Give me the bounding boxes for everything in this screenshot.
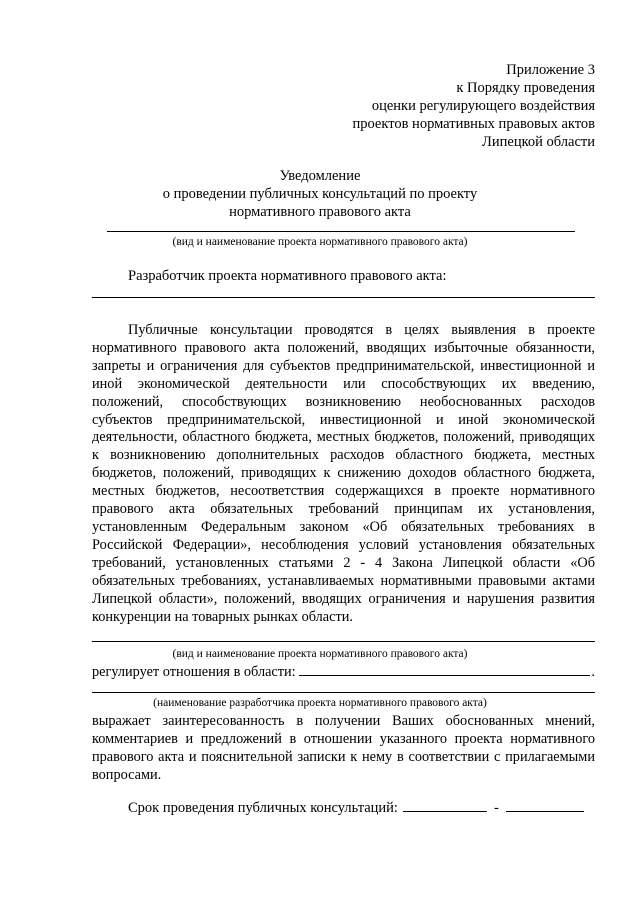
developer-name-line xyxy=(92,692,595,693)
developer-label: Разработчик проекта нормативного правового акта: xyxy=(128,268,447,284)
term-end-blank xyxy=(506,799,584,812)
notice-title xyxy=(0,167,640,221)
consultation-term-row xyxy=(128,799,595,817)
appendix-line: проектов нормативных правовых актов xyxy=(352,116,595,132)
title-line: нормативного правового акта xyxy=(229,204,411,220)
project-name-caption: (вид и наименование проекта нормативного правового акта) xyxy=(172,236,468,248)
term-separator: - xyxy=(493,800,499,816)
developer-name-caption: (наименование разработчика проекта нормативного правового акта) xyxy=(153,697,487,709)
interest-paragraph: выражает заинтересованность в получении Ваших обоснованных мнений, комментариев и предложений в отношении указанного проекта нормативного правового акта и пояснительной записки к нему в соответствии с прилагаемыми вопросами. xyxy=(92,713,595,783)
appendix-line: Липецкой области xyxy=(482,134,595,150)
project-name-line xyxy=(107,231,575,232)
developer-line xyxy=(92,297,595,298)
regulates-label: регулирует отношения в области: xyxy=(92,664,296,680)
term-start-blank xyxy=(403,799,487,812)
regulates-blank xyxy=(299,663,591,676)
appendix-line: Приложение 3 xyxy=(506,62,595,78)
project-name-caption-2: (вид и наименование проекта нормативного правового акта) xyxy=(172,648,468,660)
term-label: Срок проведения публичных консультаций: xyxy=(128,800,398,816)
body-paragraph: Публичные консультации проводятся в целях выявления в проекте нормативного правового акта положений, вводящих избыточные обязанности, запреты и ограничения для субъектов предпринимательской, инвестиционной и иной экономической деятельности или способствующих их введению, положений, способствующих возникновению необоснованных расходов субъектов предпринимательской, инвестиционной и иной экономической деятельности, областного бюджета, местных бюджетов, положений, приводящих к возникновению дополнительных расходов областного бюджета, местных бюджетов, положений, приводящих к снижению доходов областного бюджета, местных бюджетов, несоответствия содержащихся в проекте нормативного правового акта обязательных требований принципам их установления, установленным Федеральным законом «Об обязательных требованиях в Российской Федерации», несоблюдения условий установления обязательных требований, установленных статьями 2 - 4 Закона Липецкой области «Об обязательных требованиях, устанавливаемых нормативными правовыми актами Липецкой области», положений, вводящих ограничения и нарушения развития конкуренции на товарных рынках области. xyxy=(92,322,595,625)
project-name-line-2 xyxy=(92,641,595,642)
title-line: о проведении публичных консультаций по проекту xyxy=(162,186,478,202)
title-line: Уведомление xyxy=(279,168,361,184)
appendix-header xyxy=(352,61,595,151)
regulates-end: . xyxy=(591,664,595,680)
appendix-line: оценки регулирующего воздействия xyxy=(371,98,595,114)
appendix-line: к Порядку проведения xyxy=(456,80,595,96)
regulates-row xyxy=(92,663,595,681)
